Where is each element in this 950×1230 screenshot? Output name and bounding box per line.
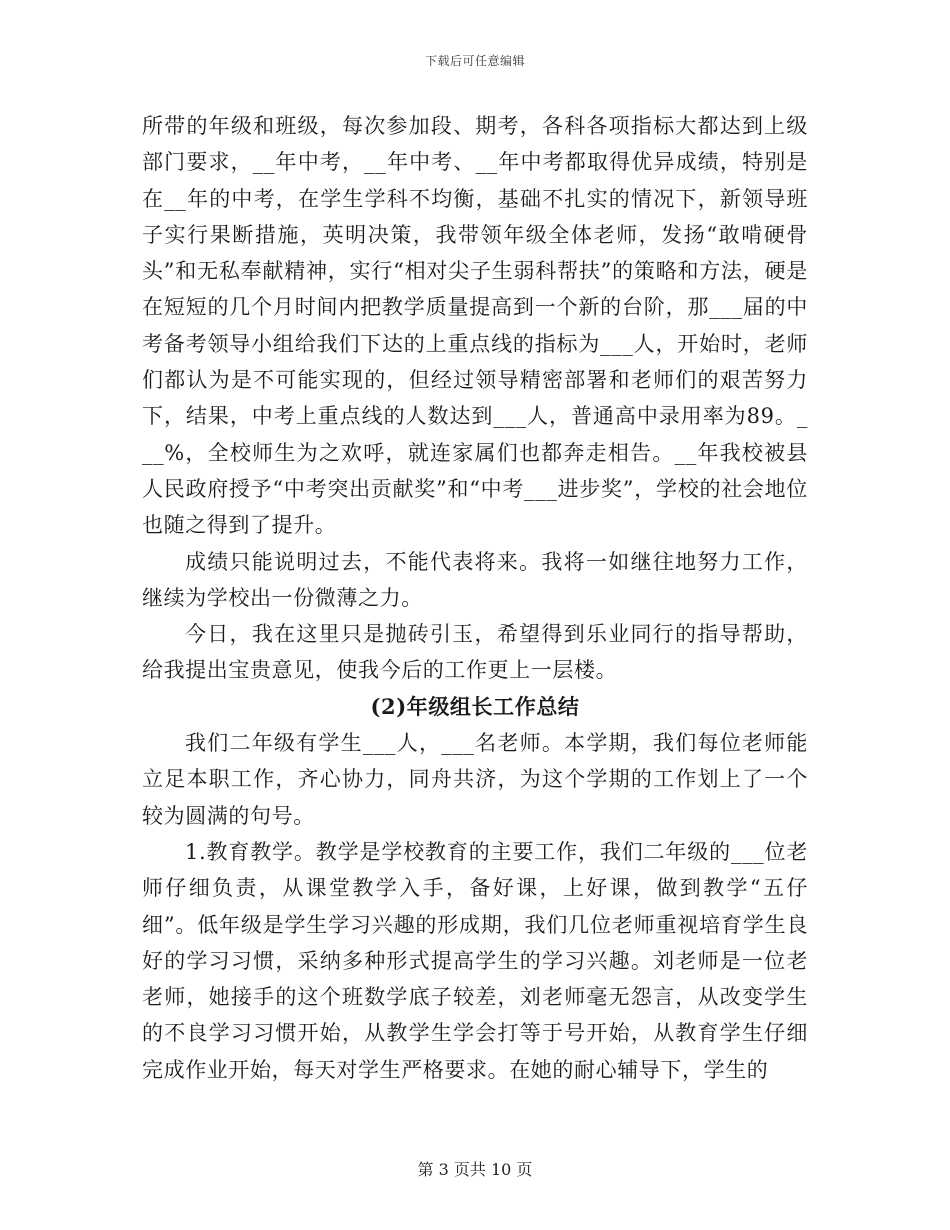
document-body xyxy=(142,108,808,1088)
body-paragraph: 成绩只能说明过去，不能代表将来。我将一如继往地努力工作，继续为学校出一份微薄之力。 xyxy=(142,549,808,610)
body-paragraph: 今日，我在这里只是抛砖引玉，希望得到乐业同行的指导帮助，给我提出宝贵意见，使我今后的工作更上一层楼。 xyxy=(142,622,808,683)
page-footer: 第 3 页共 10 页 xyxy=(417,1160,533,1179)
section-title: (2)年级组长工作总结 xyxy=(370,693,580,719)
body-paragraph: 所带的年级和班级，每次参加段、期考，各科各项指标大都达到上级部门要求，__年中考，__年中考、__年中考都取得优异成绩，特别是在__年的中考，在学生学科不均衡，基础不扎实的情况下，新领导班子实行果断措施，英明决策，我带领年级全体老师，发扬“敢啃硬骨头”和无私奉献精神，实行“相对尖子生弱科帮扶”的策略和方法，硬是在短短的几个月时间内把教学质量提高到一个新的台阶，那___届的中考备考领导小组给我们下达的上重点线的指标为___人，开始时，老师们都认为是不可能实现的，但经过领导精密部署和老师们的艰苦努力下，结果，中考上重点线的人数达到___人，普通高中录用率为89。___%，全校师生为之欢呼，就连家属们也都奔走相告。__年我校被县人民政府授予“中考突出贡献奖”和“中考___进步奖”，学校的社会地位也随之得到了提升。 xyxy=(142,114,808,538)
page-header: 下载后可任意编辑 xyxy=(424,54,525,68)
section-paragraph: 我们二年级有学生___人，___名老师。本学期，我们每位老师能立足本职工作，齐心协力，同舟共济，为这个学期的工作划上了一个较为圆满的句号。 xyxy=(142,731,808,828)
section-paragraph: 1.教育教学。教学是学校教育的主要工作，我们二年级的___位老师仔细负责，从课堂教学入手，备好课，上好课，做到教学“五仔细”。低年级是学生学习兴趣的形成期，我们几位老师重视培育学生良好的学习习惯，采纳多种形式提高学生的学习兴趣。刘老师是一位老老师，她接手的这个班数学底子较差，刘老师毫无怨言，从改变学生的不良学习习惯开始，从教学生学会打等于号开始，从教育学生仔细完成作业开始，每天对学生严格要求。在她的耐心辅导下，学生的 xyxy=(142,839,808,1082)
